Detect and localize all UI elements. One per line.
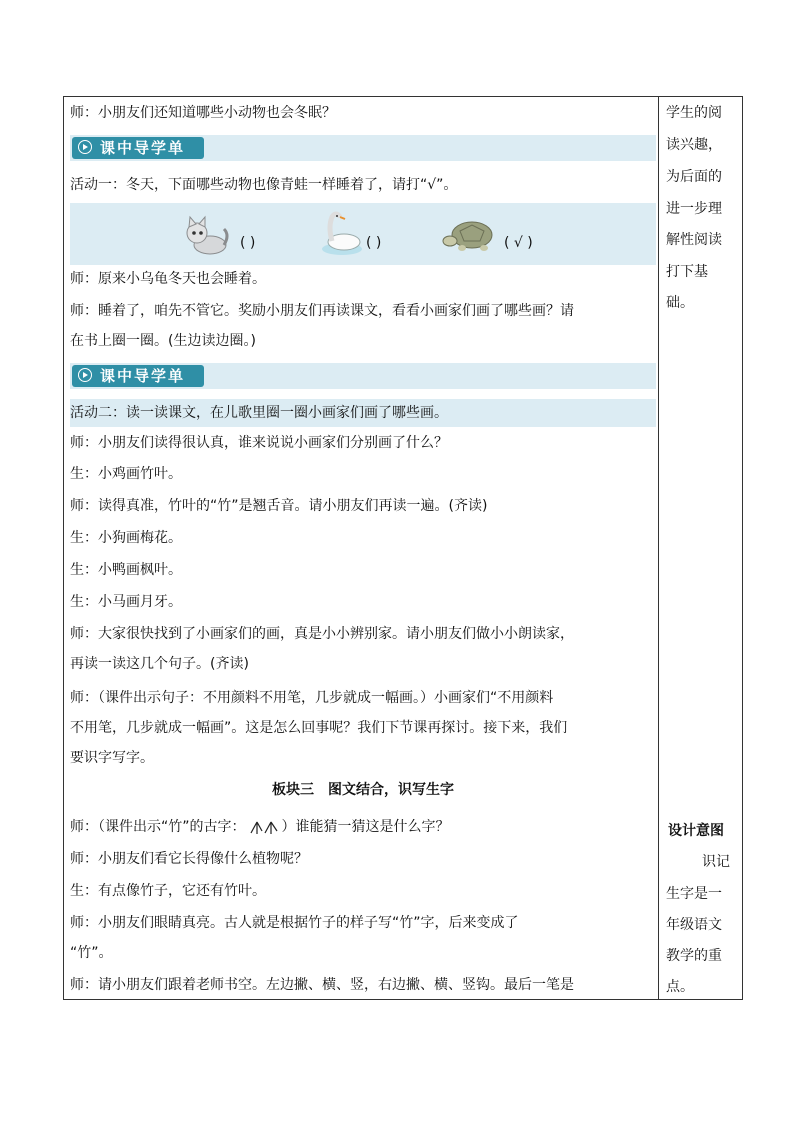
answer-paren-cat: ( ) (240, 235, 256, 251)
text-line: 师：睡着了，咱先不管它。奖励小朋友们再读课文，看看小画家们画了哪些画？请 (70, 303, 574, 319)
text-line: 生：小鸡画竹叶。 (70, 466, 182, 482)
side-note-line: 解性阅读 (666, 232, 722, 248)
text-line: 师：小朋友们眼睛真亮。古人就是根据竹子的样子写“竹”字，后来变成了 (70, 915, 519, 931)
side-note-line: 进一步理 (666, 201, 722, 217)
side-note-line: 为后面的 (666, 169, 722, 185)
ancient-bamboo-glyph-icon (248, 819, 280, 835)
text-line: 生：小鸭画枫叶。 (70, 562, 182, 578)
guide-tag-label: 课中导学单 (100, 367, 186, 385)
text-line: 在书上圈一圈。(生边读边圈。) (70, 333, 256, 349)
answer-paren-swan: ( ) (366, 235, 382, 251)
text-line: 师：小朋友们看它长得像什么植物呢？ (70, 851, 308, 867)
side-note-line: 础。 (666, 295, 694, 311)
text-line: 师：请小朋友们跟着老师书空。左边撇、横、竖，右边撇、横、竖钩。最后一笔是 (70, 977, 574, 993)
text-line: 生：小狗画梅花。 (70, 530, 182, 546)
turtle-icon (442, 215, 500, 255)
text-line: 生：小马画月牙。 (70, 594, 182, 610)
ancient-text-after: ）谁能猜一猜这是什么字？ (281, 819, 450, 835)
animal-strip (70, 203, 656, 265)
activity-line: 活动一：冬天，下面哪些动物也像青蛙一样睡着了，请打“√”。 (70, 177, 458, 193)
lesson-table (63, 96, 743, 1000)
text-line: “竹”。 (70, 945, 113, 961)
answer-paren-turtle: ( √ ) (504, 235, 533, 251)
side-note-line: 点。 (666, 979, 694, 995)
side-note-line: 教学的重 (666, 948, 722, 964)
play-icon (78, 140, 92, 154)
text-line: 师：小朋友们还知道哪些小动物也会冬眠？ (70, 105, 336, 121)
guide-banner (70, 363, 656, 389)
guide-tag (72, 365, 204, 387)
text-line: 要识字写字。 (70, 750, 154, 766)
text-line: 不用笔，几步就成一幅画”。这是怎么回事呢？我们下节课再探讨。接下来，我们 (70, 720, 568, 736)
side-note-line: 识记 (702, 854, 730, 870)
guide-banner (70, 135, 656, 161)
text-line: 师：小朋友们读得很认真，谁来说说小画家们分别画了什么？ (70, 435, 448, 451)
ancient-text-before: 师：（课件出示“竹”的古字： (70, 819, 246, 835)
text-line (70, 817, 450, 837)
guide-tag-label: 课中导学单 (100, 139, 186, 157)
swan-icon (320, 209, 364, 257)
design-intent-title: 设计意图 (668, 823, 724, 839)
side-note-line: 年级语文 (666, 917, 722, 933)
guide-tag (72, 137, 204, 159)
text-line: 再读一读这几个句子。(齐读) (70, 656, 249, 672)
text-line: 师：原来小乌龟冬天也会睡着。 (70, 271, 266, 287)
side-note-line: 打下基 (666, 264, 708, 280)
activity-line: 活动二：读一读课文，在儿歌里圈一圈小画家们画了哪些画。 (70, 405, 448, 421)
text-line: 师：（课件出示句子：不用颜料不用笔，几步就成一幅画。）小画家们“不用颜料 (70, 690, 554, 706)
cat-icon (184, 213, 230, 257)
text-line: 师：大家很快找到了小画家们的画，真是小小辨别家。请小朋友们做小小朗读家， (70, 626, 574, 642)
text-line: 师：读得真准，竹叶的“竹”是翘舌音。请小朋友们再读一遍。(齐读) (70, 498, 488, 514)
section-heading: 板块三 图文结合，识写生字 (272, 782, 454, 798)
side-note-line: 学生的阅 (666, 105, 722, 121)
side-note-line: 读兴趣， (666, 137, 722, 153)
text-line: 生：有点像竹子，它还有竹叶。 (70, 883, 266, 899)
play-icon (78, 368, 92, 382)
side-note-line: 生字是一 (666, 886, 722, 902)
column-divider (658, 97, 659, 999)
